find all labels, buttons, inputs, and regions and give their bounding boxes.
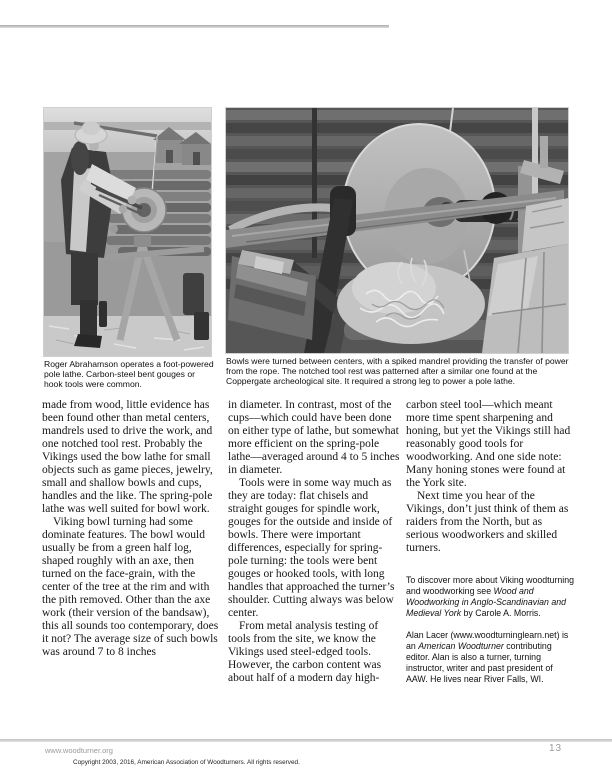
body-column-2 [228,399,402,685]
copyright-notice: Copyright 2003, 2016, American Association of Woodturners. All rights reserved. [73,759,300,766]
page-number: 13 [549,743,563,754]
body-column-3 [406,399,576,685]
photo-left [43,107,212,357]
author-bio [406,630,576,685]
note-text: by Carole A. Morris. [461,608,541,618]
photo-right [225,107,569,354]
book-title: Wood and Woodworking in Anglo-Scandinavian and Medieval York [406,586,567,618]
bowl-mandrel-lathe-photo [226,108,568,353]
paragraph: made from wood, little evidence has been found other than metal centers, mandrels used to drive the work, and one notched tool rest. Probably the Vikings used the bow lathe for small objects such as game pieces, jewelry, small and shallow bowls and cups, handles and the like. The spring-pole lathe was well suited for bowl work. [42,399,213,515]
paragraph: From metal analysis testing of tools from the site, we know the Vikings used steel-edged tools. However, the carbon content was about half of a modern day high- [228,620,382,684]
top-rule [0,25,389,28]
paragraph: Tools were in some way much as they are today: flat chisels and straight gouges for spindle work, gouges for the outside and inside of bowls. There were important differences, especially for spring-pole turning: the tools were bent gouges or hooked tools, with long handles that approached the turner’s shoulder. Cutting always was below center. [228,477,395,619]
note-text: To discover more about Viking woodturning and woodworking see [406,575,575,596]
further-reading-note [406,575,576,619]
paragraph: Viking bowl turning had some dominate features. The bowl would usually be from a green half log, shaped roughly with an axe, then turned on the face-grain, with the center of the tree at the rim and with the pith removed. Other than the axe work (their version of the bandsaw), this all sounds too contemporary, does it not? The average size of such bowls was around 7 to 8 inches [42,516,219,658]
photo-right-caption: Bowls were turned between centers, with a spiked mandrel providing the transfer of power from the rope. The notched tool rest was patterned after a similar one found at the Coppergate archeological site. It required a strong leg to power a pole lathe. [226,356,569,386]
body-column-1 [42,399,219,659]
paragraph: in diameter. In contrast, most of the cups—which could have been done on either type of lathe, but somewhat more efficient on the spring-pole lathe—averaged around 4 to 5 inches in diameter. [228,399,400,476]
footer-site-url: www.woodturner.org [45,746,113,755]
footer-rule [0,739,612,742]
bio-text: contributing editor. Alan is also a turner, turning instructor, writer and past president of AAW. He lives near River Falls, WI. [406,641,553,684]
photo-left-caption: Roger Abrahamson operates a foot-powered pole lathe. Carbon-steel bent gouges or hook tools were common. [44,359,214,389]
pole-lathe-operator-photo [44,108,211,356]
paragraph: Next time you hear of the Vikings, don’t just think of them as raiders from the North, but as serious woodworkers and skilled turners. [406,490,569,554]
magazine-title: American Woodturner [418,641,504,651]
bio-text: Alan Lacer (www.woodturninglearn.net) is an [406,630,569,651]
paragraph: carbon steel tool—which meant more time spent sharpening and honing, but yet the Vikings still had reasonably good tools for woodworking. And one side note: Many honing stones were found at the York site. [406,399,571,489]
